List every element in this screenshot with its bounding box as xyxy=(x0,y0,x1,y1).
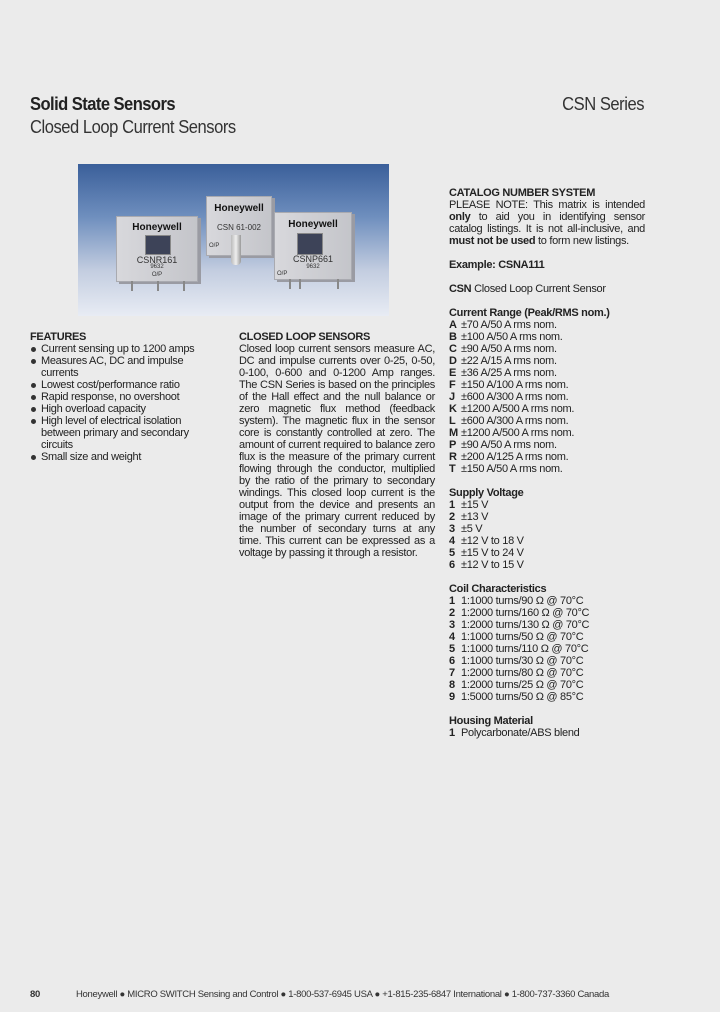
feature-item: Current sensing up to 1200 amps xyxy=(30,343,205,355)
brand-logo: Honeywell xyxy=(214,203,264,214)
option-code: T xyxy=(449,463,456,475)
option-value: ±12 V to 15 V xyxy=(461,559,524,571)
feature-item: High overload capacity xyxy=(30,403,205,415)
catalog-option xyxy=(449,391,645,403)
catalog-option xyxy=(449,559,645,571)
sensor-aperture xyxy=(145,235,171,255)
sensor-csnp661 xyxy=(274,212,352,280)
option-value: ±90 A/50 A rms nom. xyxy=(461,439,557,451)
option-value: ±100 A/50 A rms nom. xyxy=(461,331,563,343)
catalog-option xyxy=(449,463,645,475)
catalog-option xyxy=(449,439,645,451)
csn-definition xyxy=(449,283,645,295)
catalog-option xyxy=(449,643,645,655)
catalog-option xyxy=(449,379,645,391)
feature-item: Rapid response, no overshoot xyxy=(30,391,205,403)
catalog-group-coil xyxy=(449,583,645,703)
feature-item: Small size and weight xyxy=(30,451,205,463)
catalog-option xyxy=(449,535,645,547)
catalog-option xyxy=(449,499,645,511)
page-title: Solid State Sensors xyxy=(30,94,176,114)
option-value: ±1200 A/500 A rms nom. xyxy=(461,427,575,439)
catalog-option xyxy=(449,319,645,331)
option-code: K xyxy=(449,403,457,415)
catalog-option xyxy=(449,343,645,355)
option-value: ±22 A/15 A rms nom. xyxy=(461,355,557,367)
features-list xyxy=(30,343,205,463)
catalog-group-housing xyxy=(449,715,645,739)
option-value: ±5 V xyxy=(461,523,483,535)
catalog-option xyxy=(449,355,645,367)
catalog-option xyxy=(449,619,645,631)
catalog-group-heading: Supply Voltage xyxy=(449,487,524,499)
sensor-aperture xyxy=(297,233,323,255)
option-code: D xyxy=(449,355,457,367)
option-value: ±36 A/25 A rms nom. xyxy=(461,367,557,379)
option-code: J xyxy=(449,391,455,403)
option-value: ±15 V to 24 V xyxy=(461,547,524,559)
catalog-option xyxy=(449,667,645,679)
sensor-code: 9632 xyxy=(306,264,320,270)
sensor-pin xyxy=(157,281,159,291)
note-emphasis: only xyxy=(449,211,471,223)
catalog-group-current-range xyxy=(449,307,645,475)
catalog-option xyxy=(449,607,645,619)
sensor-label: O/P xyxy=(277,271,288,277)
catalog-option xyxy=(449,595,645,607)
catalog-option xyxy=(449,331,645,343)
option-value: ±150 A/50 A rms nom. xyxy=(461,463,563,475)
option-code: R xyxy=(449,451,457,463)
option-code: A xyxy=(449,319,457,331)
option-code: 9 xyxy=(449,691,455,703)
option-code: 2 xyxy=(449,607,455,619)
catalog-option xyxy=(449,679,645,691)
product-photo xyxy=(78,164,389,316)
note-text: PLEASE NOTE: This matrix is intended xyxy=(449,199,645,211)
option-value: 1:1000 turns/30 Ω @ 70°C xyxy=(461,655,584,667)
catalog-note xyxy=(449,199,645,247)
option-value: ±13 V xyxy=(461,511,489,523)
page-subtitle: Closed Loop Current Sensors xyxy=(30,117,236,137)
option-value: 1:2000 turns/160 Ω @ 70°C xyxy=(461,607,590,619)
sensor-pin xyxy=(289,279,291,289)
feature-item: Measures AC, DC and impulse currents xyxy=(30,355,205,379)
option-code: 1 xyxy=(449,499,455,511)
catalog-section xyxy=(449,187,645,739)
catalog-option xyxy=(449,427,645,439)
closed-loop-body: Closed loop current sensors measure AC, DC and impulse currents over 0-25, 0-50, 0-100, 0-600 and 0-1200 Amp ranges. The CSN Series is based on the principles of the Hall effect and the null balance or zero magnetic flux method (feedback system). The magnetic flux in the sensor core is constantly controlled at zero. The amount of current required to balance zero flux is the measure of the primary current flowing through the conductor, multiplied by the ratio of the primary to secondary windings. This closed loop current is the output from the device and presents an image of the primary current reduced by the number of secondary turns at any time. This current can be expressed as a voltage by passing it through a resistor. xyxy=(239,343,435,559)
catalog-option xyxy=(449,415,645,427)
catalog-heading: CATALOG NUMBER SYSTEM xyxy=(449,187,596,199)
option-value: 1:2000 turns/25 Ω @ 70°C xyxy=(461,679,584,691)
option-code: 5 xyxy=(449,547,455,559)
features-section xyxy=(30,331,205,463)
note-text: to aid you in identifying sensor catalog listings. It is not all-inclusive, and xyxy=(449,211,645,235)
catalog-group-heading: Coil Characteristics xyxy=(449,583,547,595)
option-code: 6 xyxy=(449,655,455,667)
page-number: 80 xyxy=(30,989,40,1000)
option-value: ±15 V xyxy=(461,499,489,511)
option-code: F xyxy=(449,379,456,391)
feature-item: Lowest cost/performance ratio xyxy=(30,379,205,391)
sensor-code: 9632 xyxy=(150,264,164,270)
features-heading: FEATURES xyxy=(30,331,87,343)
catalog-groups xyxy=(449,307,645,739)
option-code: 8 xyxy=(449,679,455,691)
option-value: ±600 A/300 A rms nom. xyxy=(461,415,569,427)
catalog-option xyxy=(449,523,645,535)
csn-description: Closed Loop Current Sensor xyxy=(471,283,606,295)
sensor-pin xyxy=(299,279,301,289)
option-code: 7 xyxy=(449,667,455,679)
catalog-option xyxy=(449,511,645,523)
option-value: ±12 V to 18 V xyxy=(461,535,524,547)
option-value: ±1200 A/500 A rms nom. xyxy=(461,403,575,415)
catalog-option xyxy=(449,691,645,703)
sensor-pin xyxy=(183,281,185,291)
option-value: 1:1000 turns/90 Ω @ 70°C xyxy=(461,595,584,607)
note-emphasis: must not be used xyxy=(449,235,536,247)
footer-contact: Honeywell ● MICRO SWITCH Sensing and Control ● 1-800-537-6945 USA ● +1-815-235-6847 International ● 1-800-737-3360 Canada xyxy=(76,989,609,1000)
option-code: M xyxy=(449,427,458,439)
option-code: L xyxy=(449,415,456,427)
feature-item: High level of electrical isolation between primary and secondary circuits xyxy=(30,415,205,451)
option-code: C xyxy=(449,343,457,355)
catalog-option xyxy=(449,727,645,739)
option-code: 1 xyxy=(449,595,455,607)
sensor-pin xyxy=(131,281,133,291)
option-code: 4 xyxy=(449,535,455,547)
option-code: E xyxy=(449,367,457,379)
option-code: 4 xyxy=(449,631,455,643)
brand-logo: Honeywell xyxy=(132,222,182,233)
closed-loop-section xyxy=(239,331,435,559)
option-value: 1:2000 turns/80 Ω @ 70°C xyxy=(461,667,584,679)
catalog-option xyxy=(449,451,645,463)
option-code: B xyxy=(449,331,457,343)
catalog-option xyxy=(449,403,645,415)
closed-loop-heading: CLOSED LOOP SENSORS xyxy=(239,331,371,343)
sensor-label: O/P xyxy=(151,272,163,278)
option-value: 1:5000 turns/50 Ω @ 85°C xyxy=(461,691,584,703)
sensor-clip xyxy=(231,235,241,265)
option-code: 1 xyxy=(449,727,455,739)
option-value: ±90 A/50 A rms nom. xyxy=(461,343,557,355)
sensor-csn-61-002 xyxy=(206,196,272,256)
option-code: 3 xyxy=(449,619,455,631)
sensor-model: CSNR161 xyxy=(136,255,178,265)
catalog-group-heading: Current Range (Peak/RMS nom.) xyxy=(449,307,610,319)
catalog-group-supply-voltage xyxy=(449,487,645,571)
footer xyxy=(30,989,609,1000)
brand-logo: Honeywell xyxy=(288,219,338,230)
sensor-label: O/P xyxy=(209,243,220,249)
option-code: 6 xyxy=(449,559,455,571)
sensor-model: CSNP661 xyxy=(292,254,334,264)
series-name: CSN Series xyxy=(562,94,644,114)
option-value: ±600 A/300 A rms nom. xyxy=(461,391,569,403)
option-code: P xyxy=(449,439,457,451)
sensor-csnr161 xyxy=(116,216,198,282)
catalog-example: Example: CSNA111 xyxy=(449,259,545,271)
catalog-option xyxy=(449,631,645,643)
option-value: ±200 A/125 A rms nom. xyxy=(461,451,569,463)
catalog-option xyxy=(449,655,645,667)
option-value: Polycarbonate/ABS blend xyxy=(461,727,580,739)
option-code: 5 xyxy=(449,643,455,655)
catalog-option xyxy=(449,547,645,559)
option-value: 1:1000 turns/50 Ω @ 70°C xyxy=(461,631,584,643)
sensor-model: CSN 61-002 xyxy=(216,223,262,232)
option-code: 2 xyxy=(449,511,455,523)
option-code: 3 xyxy=(449,523,455,535)
note-text: to form new listings. xyxy=(535,235,629,247)
catalog-group-heading: Housing Material xyxy=(449,715,533,727)
option-value: 1:2000 turns/130 Ω @ 70°C xyxy=(461,619,590,631)
option-value: 1:1000 turns/110 Ω @ 70°C xyxy=(461,643,589,655)
option-value: ±150 A/100 A rms nom. xyxy=(461,379,569,391)
csn-code: CSN xyxy=(449,283,472,295)
sensor-pin xyxy=(337,279,339,289)
option-value: ±70 A/50 A rms nom. xyxy=(461,319,557,331)
catalog-option xyxy=(449,367,645,379)
